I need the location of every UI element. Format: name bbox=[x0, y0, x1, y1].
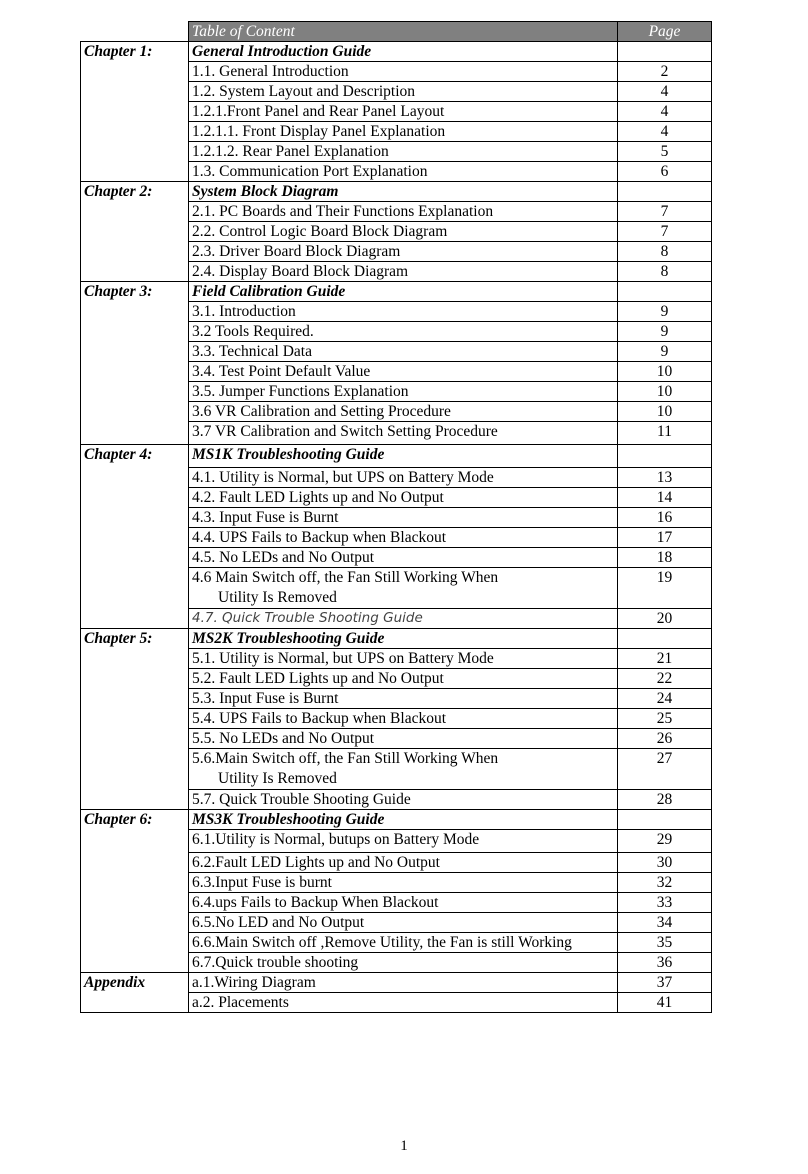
appendix-label: Appendix bbox=[81, 973, 189, 993]
entry-title[interactable]: 3.6 VR Calibration and Setting Procedure bbox=[189, 402, 618, 422]
entry-title[interactable]: 6.6.Main Switch off ,Remove Utility, the Fan is still Working bbox=[189, 933, 618, 953]
chapter-title: MS2K Troubleshooting Guide bbox=[189, 629, 618, 649]
entry-page: 7 bbox=[618, 222, 712, 242]
entry-page: 22 bbox=[618, 669, 712, 689]
chapter-row bbox=[81, 282, 712, 302]
entry-page: 35 bbox=[618, 933, 712, 953]
toc-entry[interactable] bbox=[81, 302, 712, 322]
chapter-page-blank bbox=[618, 182, 712, 202]
entry-title[interactable]: 1.2.1.Front Panel and Rear Panel Layout bbox=[189, 102, 618, 122]
entry-page: 19 bbox=[618, 568, 712, 609]
entry-title[interactable]: 4.7. Quick Trouble Shooting Guide bbox=[189, 609, 618, 629]
entry-title[interactable]: a.2. Placements bbox=[189, 993, 618, 1013]
entry-title[interactable]: 6.4.ups Fails to Backup When Blackout bbox=[189, 893, 618, 913]
toc-entry[interactable] bbox=[81, 853, 712, 873]
entry-title-multiline[interactable] bbox=[189, 568, 618, 609]
toc-entry[interactable] bbox=[81, 342, 712, 362]
entry-page: 16 bbox=[618, 508, 712, 528]
entry-title[interactable]: 1.2.1.2. Rear Panel Explanation bbox=[189, 142, 618, 162]
chapter-row bbox=[81, 810, 712, 830]
entry-page: 24 bbox=[618, 689, 712, 709]
entry-title[interactable]: 5.3. Input Fuse is Burnt bbox=[189, 689, 618, 709]
entry-page: 11 bbox=[618, 422, 712, 445]
toc-entry[interactable] bbox=[81, 548, 712, 568]
toc-entry[interactable] bbox=[81, 102, 712, 122]
entry-title[interactable]: 2.3. Driver Board Block Diagram bbox=[189, 242, 618, 262]
entry-page: 13 bbox=[618, 468, 712, 488]
toc-entry[interactable] bbox=[81, 953, 712, 973]
entry-page: 21 bbox=[618, 649, 712, 669]
toc-entry[interactable] bbox=[81, 649, 712, 669]
entry-page: 4 bbox=[618, 102, 712, 122]
entry-page: 30 bbox=[618, 853, 712, 873]
toc-entry[interactable] bbox=[81, 62, 712, 82]
entry-page: 8 bbox=[618, 242, 712, 262]
toc-entry[interactable] bbox=[81, 933, 712, 953]
entry-page: 17 bbox=[618, 528, 712, 548]
entry-page: 32 bbox=[618, 873, 712, 893]
entry-page: 26 bbox=[618, 729, 712, 749]
entry-page: 34 bbox=[618, 913, 712, 933]
entry-title[interactable]: 3.5. Jumper Functions Explanation bbox=[189, 382, 618, 402]
toc-entry[interactable] bbox=[81, 893, 712, 913]
toc-entry[interactable] bbox=[81, 82, 712, 102]
chapter-label: Chapter 4: bbox=[81, 445, 189, 468]
chapter-label: Chapter 1: bbox=[81, 42, 189, 62]
entry-title-continuation: Utility Is Removed bbox=[218, 770, 337, 787]
entry-title[interactable]: 3.2 Tools Required. bbox=[189, 322, 618, 342]
toc-entry[interactable] bbox=[81, 609, 712, 629]
entry-page: 8 bbox=[618, 262, 712, 282]
entry-page: 20 bbox=[618, 609, 712, 629]
entry-title[interactable]: 2.4. Display Board Block Diagram bbox=[189, 262, 618, 282]
entry-title[interactable]: 6.1.Utility is Normal, butups on Battery Mode bbox=[189, 830, 618, 853]
chapter-label: Chapter 2: bbox=[81, 182, 189, 202]
chapter-title: MS3K Troubleshooting Guide bbox=[189, 810, 618, 830]
toc-entry[interactable] bbox=[81, 362, 712, 382]
toc-entry[interactable] bbox=[81, 202, 712, 222]
entry-page: 36 bbox=[618, 953, 712, 973]
entry-title[interactable]: 4.3. Input Fuse is Burnt bbox=[189, 508, 618, 528]
entry-page: 9 bbox=[618, 342, 712, 362]
toc-entry[interactable] bbox=[81, 222, 712, 242]
chapter-page-blank bbox=[618, 282, 712, 302]
chapter-title: Field Calibration Guide bbox=[189, 282, 618, 302]
toc-entry[interactable] bbox=[81, 242, 712, 262]
entry-title[interactable]: 4.4. UPS Fails to Backup when Blackout bbox=[189, 528, 618, 548]
chapter-row bbox=[81, 182, 712, 202]
entry-page: 10 bbox=[618, 382, 712, 402]
entry-title[interactable]: 3.1. Introduction bbox=[189, 302, 618, 322]
entry-title[interactable]: 2.1. PC Boards and Their Functions Explanation bbox=[189, 202, 618, 222]
entry-title[interactable]: 6.5.No LED and No Output bbox=[189, 913, 618, 933]
entry-title[interactable]: a.1.Wiring Diagram bbox=[189, 973, 618, 993]
entry-title[interactable]: 3.3. Technical Data bbox=[189, 342, 618, 362]
chapter-row bbox=[81, 42, 712, 62]
header-blank-cell bbox=[81, 22, 189, 42]
toc-entry[interactable] bbox=[81, 142, 712, 162]
toc-entry[interactable] bbox=[81, 488, 712, 508]
toc-header-row bbox=[81, 22, 712, 42]
entry-title: 4.6 Main Switch off, the Fan Still Working When bbox=[192, 569, 499, 586]
header-title: Table of Content bbox=[189, 22, 618, 42]
entry-title[interactable]: 1.2.1.1. Front Display Panel Explanation bbox=[189, 122, 618, 142]
entry-page: 18 bbox=[618, 548, 712, 568]
toc-entry[interactable] bbox=[81, 402, 712, 422]
chapter-title: System Block Diagram bbox=[189, 182, 618, 202]
toc-entry[interactable] bbox=[81, 528, 712, 548]
chapter-label: Chapter 3: bbox=[81, 282, 189, 302]
toc-entry[interactable] bbox=[81, 749, 712, 790]
entry-page: 14 bbox=[618, 488, 712, 508]
chapter-page-blank bbox=[618, 42, 712, 62]
toc-entry[interactable] bbox=[81, 468, 712, 488]
entry-page: 9 bbox=[618, 322, 712, 342]
entry-title[interactable]: 2.2. Control Logic Board Block Diagram bbox=[189, 222, 618, 242]
toc-entry[interactable] bbox=[81, 973, 712, 993]
toc-entry[interactable] bbox=[81, 709, 712, 729]
entry-title-multiline[interactable] bbox=[189, 749, 618, 790]
entry-title[interactable]: 5.2. Fault LED Lights up and No Output bbox=[189, 669, 618, 689]
entry-page: 37 bbox=[618, 973, 712, 993]
entry-page: 9 bbox=[618, 302, 712, 322]
page-number: 1 bbox=[400, 1138, 408, 1154]
entry-title[interactable]: 1.3. Communication Port Explanation bbox=[189, 162, 618, 182]
toc-entry[interactable] bbox=[81, 122, 712, 142]
chapter-row bbox=[81, 445, 712, 468]
entry-page: 33 bbox=[618, 893, 712, 913]
entry-title: 5.6.Main Switch off, the Fan Still Working When bbox=[192, 750, 499, 767]
entry-page: 7 bbox=[618, 202, 712, 222]
toc-entry[interactable] bbox=[81, 322, 712, 342]
chapter-label: Chapter 6: bbox=[81, 810, 189, 830]
entry-page: 41 bbox=[618, 993, 712, 1013]
toc-entry[interactable] bbox=[81, 382, 712, 402]
chapter-title: MS1K Troubleshooting Guide bbox=[189, 445, 618, 468]
entry-title-continuation: Utility Is Removed bbox=[218, 589, 337, 606]
chapter-page-blank bbox=[618, 629, 712, 649]
toc-entry[interactable] bbox=[81, 729, 712, 749]
toc-entry[interactable] bbox=[81, 830, 712, 853]
entry-page: 10 bbox=[618, 362, 712, 382]
entry-page: 25 bbox=[618, 709, 712, 729]
chapter-row bbox=[81, 629, 712, 649]
entry-page: 4 bbox=[618, 122, 712, 142]
entry-title[interactable]: 4.5. No LEDs and No Output bbox=[189, 548, 618, 568]
toc-entry[interactable] bbox=[81, 568, 712, 609]
entry-title[interactable]: 6.2.Fault LED Lights up and No Output bbox=[189, 853, 618, 873]
entry-page: 2 bbox=[618, 62, 712, 82]
entry-title[interactable]: 6.3.Input Fuse is burnt bbox=[189, 873, 618, 893]
entry-page: 4 bbox=[618, 82, 712, 102]
entry-title[interactable]: 5.5. No LEDs and No Output bbox=[189, 729, 618, 749]
toc-entry[interactable] bbox=[81, 669, 712, 689]
toc-entry[interactable] bbox=[81, 790, 712, 810]
entry-page: 6 bbox=[618, 162, 712, 182]
chapter-page-blank bbox=[618, 810, 712, 830]
toc-entry[interactable] bbox=[81, 422, 712, 445]
entry-page: 27 bbox=[618, 749, 712, 790]
toc-entry[interactable] bbox=[81, 689, 712, 709]
chapter-title: General Introduction Guide bbox=[189, 42, 618, 62]
entry-page: 10 bbox=[618, 402, 712, 422]
entry-title[interactable]: 5.7. Quick Trouble Shooting Guide bbox=[189, 790, 618, 810]
entry-title[interactable]: 5.4. UPS Fails to Backup when Blackout bbox=[189, 709, 618, 729]
entry-title[interactable]: 4.1. Utility is Normal, but UPS on Battery Mode bbox=[189, 468, 618, 488]
entry-page: 28 bbox=[618, 790, 712, 810]
toc-entry[interactable] bbox=[81, 262, 712, 282]
toc-entry[interactable] bbox=[81, 873, 712, 893]
entry-page: 29 bbox=[618, 830, 712, 853]
chapter-label: Chapter 5: bbox=[81, 629, 189, 649]
entry-title[interactable]: 6.7.Quick trouble shooting bbox=[189, 953, 618, 973]
entry-title[interactable]: 3.4. Test Point Default Value bbox=[189, 362, 618, 382]
toc-entry[interactable] bbox=[81, 508, 712, 528]
entry-title[interactable]: 1.1. General Introduction bbox=[189, 62, 618, 82]
entry-page: 5 bbox=[618, 142, 712, 162]
entry-title[interactable]: 4.2. Fault LED Lights up and No Output bbox=[189, 488, 618, 508]
toc-entry[interactable] bbox=[81, 913, 712, 933]
chapter-page-blank bbox=[618, 445, 712, 468]
table-of-contents bbox=[80, 21, 712, 1013]
toc-entry[interactable] bbox=[81, 162, 712, 182]
entry-title[interactable]: 3.7 VR Calibration and Switch Setting Procedure bbox=[189, 422, 618, 445]
entry-title[interactable]: 5.1. Utility is Normal, but UPS on Battery Mode bbox=[189, 649, 618, 669]
toc-entry[interactable] bbox=[81, 993, 712, 1013]
entry-title[interactable]: 1.2. System Layout and Description bbox=[189, 82, 618, 102]
header-page: Page bbox=[618, 22, 712, 42]
